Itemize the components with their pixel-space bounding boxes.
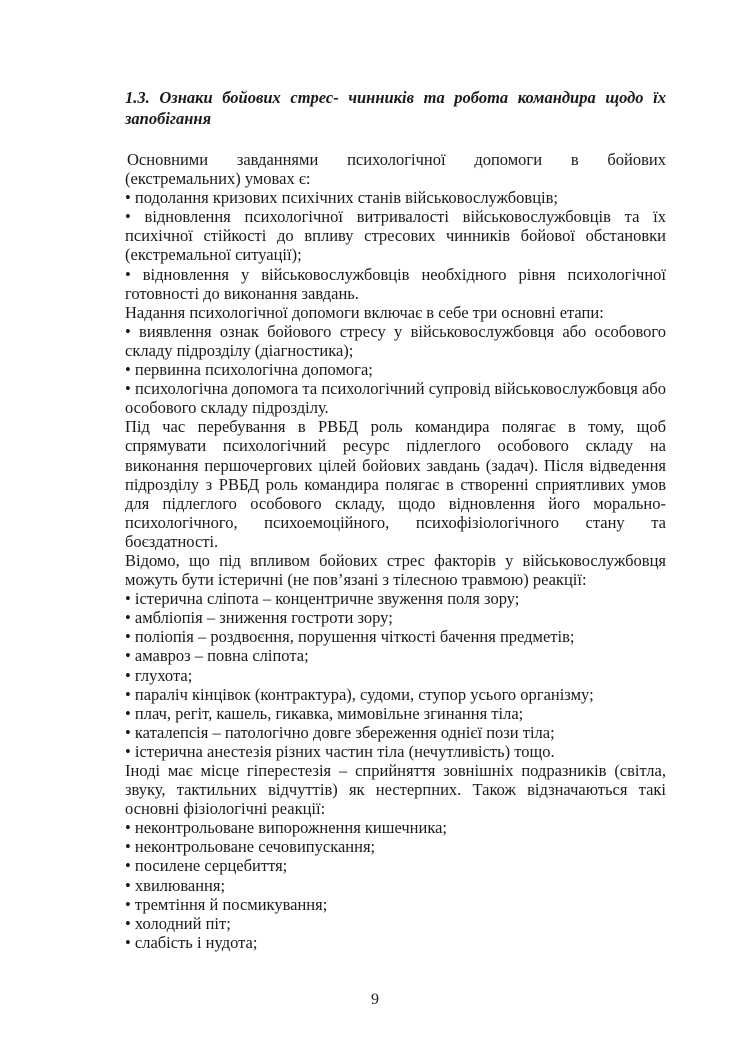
bullet-item: • первинна психологічна допомога; (125, 360, 373, 380)
bullet-item: • глухота; (125, 665, 193, 685)
paragraph-hyperesthesia: Іноді має місце гіперестезія – сприйняття зовнішніх подразників (світла, звуку, тактильних відчуттів) як нестерпних. Також відзначаються такі основні фізіологічні реакції: (125, 761, 666, 819)
bullet-item: • посилене серцебиття; (125, 856, 288, 876)
bullet-item: • відновлення у військовослужбовців необхідного рівня психологічної готовності до виконання завдань. (125, 264, 666, 303)
bullet-item: • параліч кінцівок (контрактура), судоми, ступор усього організму; (125, 684, 594, 704)
paragraph-tasks-line2: (екстремальних) умовах є: (125, 169, 311, 189)
bullet-item: • плач, регіт, кашель, гикавка, мимовільне згинання тіла; (125, 703, 524, 723)
bullet-item: • неконтрольоване випорожнення кишечника; (125, 818, 448, 838)
bullet-item: • психологічна допомога та психологічний супровід військовослужбовця або особового складу підрозділу. (125, 379, 666, 418)
bullet-item: • поліопія – роздвоєння, порушення чіткості бачення предметів; (125, 627, 575, 647)
bullet-item: • хвилювання; (125, 875, 226, 895)
bullet-item: • неконтрольоване сечовипускання; (125, 837, 376, 857)
bullet-item: • істерична анестезія різних частин тіла (нечутливість) тощо. (125, 741, 555, 761)
paragraph-hysteric: Відомо, що під впливом бойових стрес факторів у військовослужбовця можуть бути істеричні (не пов’язані з тілесною травмою) реакції: (125, 550, 666, 590)
bullet-item: • слабість і нудота; (125, 932, 258, 952)
page-number: 9 (371, 991, 379, 1008)
bullet-item: • каталепсія – патологічно довге збереження однієї пози тіла; (125, 722, 555, 742)
bullet-item: • виявлення ознак бойового стресу у військовослужбовця або особового складу підрозділу (діагностика); (125, 321, 666, 360)
bullet-item: • відновлення психологічної витривалості військовослужбовців та їх психічної стійкості до впливу стресових чинників бойової обстановки (екстремальної ситуації); (125, 207, 666, 265)
bullet-item: • подолання кризових психічних станів військовослужбовців; (125, 188, 558, 208)
paragraph-tasks-line1: Основними завданнями психологічної допомоги в бойових (127, 150, 666, 169)
paragraph-rvbd: Під час перебування в РВБД роль командира полягає в тому, щоб спрямувати психологічний ресурс підлеглого особового складу на виконання першочергових цілей бойових завдань (задач). Після відведення підрозділу з РВБД роль командира полягає в створенні сприятливих умов для підлеглого особового складу, щодо відновлення його морально-психологічного, психоемоційного, психофізіологічного стану та боєздатності. (125, 417, 666, 551)
bullet-item: • тремтіння й посмикування; (125, 894, 328, 914)
bullet-item: • амбліопія – зниження гостроти зору; (125, 608, 393, 628)
document-body (125, 150, 666, 952)
section-heading: 1.3. Ознаки бойових стрес- чинників та робота командира щодо їх запобігання (125, 88, 666, 128)
bullet-item: • амавроз – повна сліпота; (125, 646, 309, 666)
paragraph-stages: Надання психологічної допомоги включає в себе три основні етапи: (125, 302, 604, 322)
bullet-item: • холодний піт; (125, 913, 231, 933)
bullet-item: • істерична сліпота – концентричне звуження поля зору; (125, 589, 520, 609)
